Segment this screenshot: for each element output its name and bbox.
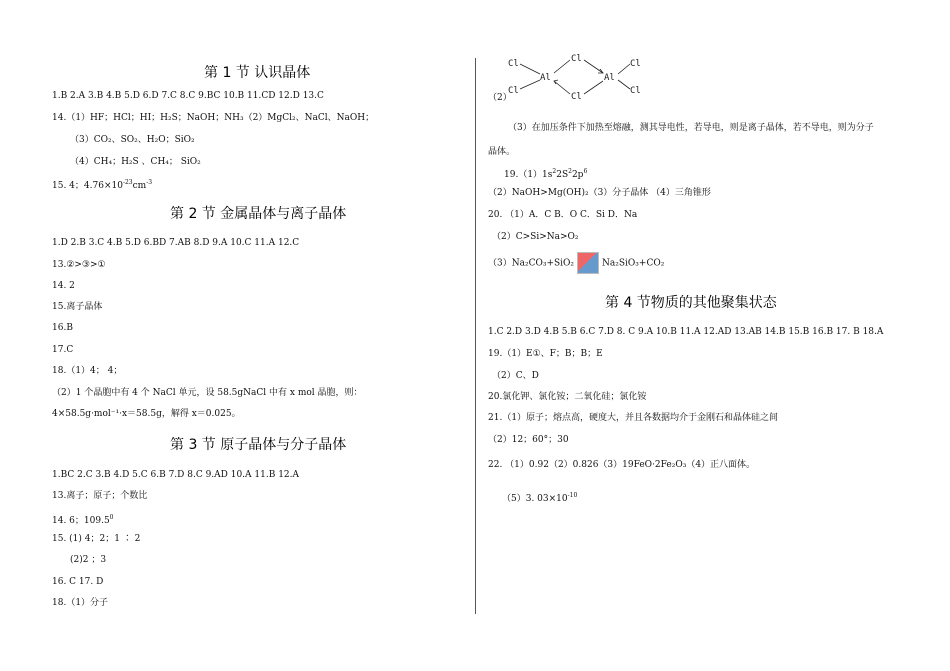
answer-line bbox=[502, 490, 577, 505]
atom-label: Cl bbox=[630, 86, 641, 96]
answer-line: （2） bbox=[488, 93, 512, 103]
text-span: Na₂SiO₃+CO₂ bbox=[602, 258, 665, 269]
text-span: （5）3. 03×10 bbox=[502, 494, 568, 504]
text-span: 2p bbox=[571, 170, 584, 180]
answer-line: 1.BC 2.C 3.B 4.D 5.C 6.B 7.D 8.C 9.AD 10.A 11.B 12.A bbox=[52, 470, 300, 480]
text-span: （3）Na₂CO₃+SiO₂ bbox=[488, 258, 575, 269]
answer-line: 13.离子；原子；个数比 bbox=[52, 491, 148, 501]
al2cl6-structure-diagram bbox=[506, 52, 666, 104]
text-span: 14. 6；109.5 bbox=[52, 516, 110, 526]
answer-line bbox=[488, 252, 664, 274]
answer-line: 19.（1）E①、F；B；B；E bbox=[488, 349, 603, 359]
superscript: -23 bbox=[122, 179, 133, 186]
superscript: 2 bbox=[552, 168, 557, 175]
answer-line: （2）C、D bbox=[492, 371, 539, 381]
atom-label: Cl bbox=[571, 92, 582, 102]
answer-line: 4×58.5g·mol⁻¹·x＝58.5g，解得 x＝0.025。 bbox=[52, 409, 241, 419]
answer-line: 15.离子晶体 bbox=[52, 302, 103, 312]
answer-line: （2）NaOH>Mg(OH)₂（3）分子晶体 （4）三角锥形 bbox=[488, 188, 711, 198]
answer-line: 14. 2 bbox=[52, 281, 75, 291]
section-2-title: 第 2 节 金属晶体与离子晶体 bbox=[170, 206, 347, 222]
answer-line: （3）在加压条件下加热至熔融，测其导电性，若导电，则是离子晶体，若不导电，则为分子 bbox=[508, 123, 874, 133]
answer-line: （2）12；60°；30 bbox=[488, 435, 569, 445]
section-3-title: 第 3 节 原子晶体与分子晶体 bbox=[170, 437, 347, 453]
answer-line: （2）C>Si>Na>O₂ bbox=[492, 232, 579, 242]
answer-line: 14.（1）HF；HCl；HI；H₂S；NaOH；NH₃（2）MgCl₂、NaCl、NaOH； bbox=[52, 113, 375, 123]
answer-line: 17.C bbox=[52, 345, 74, 355]
answer-line: (2)2 ；3 bbox=[70, 555, 107, 565]
answer-line: 晶体。 bbox=[488, 147, 516, 157]
text-span: 15. 4；4.76×10 bbox=[52, 181, 123, 191]
answer-line: 20. （1）A．C B．O C．Si D．Na bbox=[488, 210, 638, 220]
reaction-condition-icon bbox=[577, 252, 599, 274]
answer-line: 1.B 2.A 3.B 4.B 5.D 6.D 7.C 8.C 9.BC 10.B 11.CD 12.D 13.C bbox=[52, 91, 324, 101]
atom-label: Cl bbox=[508, 59, 519, 69]
text-span: cm bbox=[132, 181, 147, 191]
answer-line: 18.（1）4； 4； bbox=[52, 366, 123, 376]
answer-line: 18.（1）分子 bbox=[52, 598, 109, 608]
answer-line: （3）CO₂、SO₂、H₂O；SiO₂ bbox=[70, 135, 195, 145]
answer-line bbox=[504, 166, 587, 181]
atom-label: Al bbox=[604, 73, 615, 83]
text-span: 2S bbox=[556, 170, 569, 180]
answer-line: 16.B bbox=[52, 323, 73, 333]
answer-line: 21.（1）原子；熔点高，硬度大，并且各数据均介于金刚石和晶体硅之间 bbox=[488, 413, 779, 423]
answer-line bbox=[52, 512, 114, 527]
answer-line: 1.C 2.D 3.D 4.B 5.B 6.C 7.D 8. C 9.A 10.B 11.A 12.AD 13.AB 14.B 15.B 16.B 17. B 18.A bbox=[488, 327, 884, 337]
answer-line: （4）CH₄；H₂S 、CH₄； SiO₂ bbox=[70, 157, 201, 167]
answer-line: 16. C 17. D bbox=[52, 577, 104, 587]
section-4-title: 第 4 节物质的其他聚集状态 bbox=[605, 295, 777, 311]
answer-line: 1.D 2.B 3.C 4.B 5.D 6.BD 7.AB 8.D 9.A 10.C 11.A 12.C bbox=[52, 238, 300, 248]
superscript: 6 bbox=[583, 168, 588, 175]
column-divider bbox=[475, 58, 476, 614]
answer-line: （2）1 个晶胞中有 4 个 NaCl 单元，设 58.5gNaCl 中有 x mol 晶胞，则： bbox=[52, 388, 363, 398]
atom-label: Cl bbox=[630, 59, 641, 69]
answer-line: 22. （1）0.92（2）0.826（3）19FeO·2Fe₂O₃（4）正八面体。 bbox=[488, 460, 756, 470]
superscript: 0 bbox=[109, 514, 114, 521]
atom-label: Cl bbox=[571, 54, 582, 64]
answer-line: 20.氯化钾、氯化铵；二氧化硅；氯化铵 bbox=[488, 392, 647, 402]
atom-label: Cl bbox=[508, 86, 519, 96]
answer-line: 15. (1) 4；2；1 ∶ 2 bbox=[52, 534, 141, 544]
superscript: -3 bbox=[146, 179, 153, 186]
atom-label: Al bbox=[540, 73, 551, 83]
superscript: 2 bbox=[568, 168, 572, 175]
answer-line: 13.②>③>① bbox=[52, 260, 106, 270]
answer-line bbox=[52, 177, 152, 192]
section-1-title: 第 1 节 认识晶体 bbox=[204, 65, 311, 81]
superscript: -10 bbox=[567, 492, 578, 499]
text-span: 19.（1）1s bbox=[504, 170, 553, 180]
